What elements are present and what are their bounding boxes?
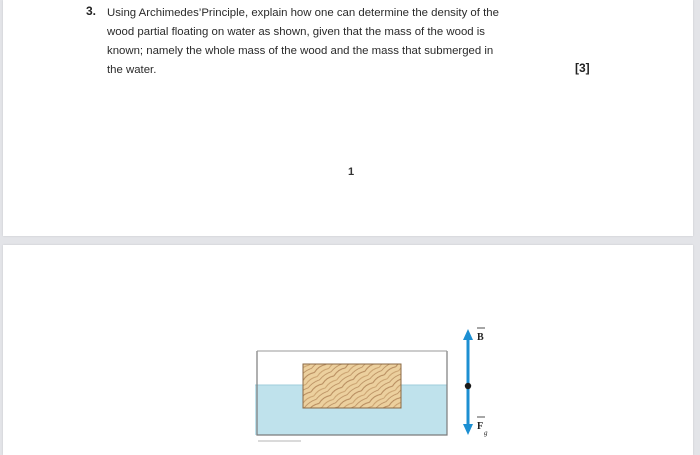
question-line: known; namely the whole mass of the wood and the mass that submerged in — [107, 45, 494, 57]
question-line: wood partial floating on water as shown, given that the mass of the wood is — [107, 26, 486, 38]
floating-wood-figure — [3, 245, 693, 455]
question-page — [3, 0, 693, 236]
marks-label: [3] — [575, 61, 590, 75]
gravity-force-subscript: g — [484, 429, 488, 437]
gravity-force-arrowhead — [463, 424, 473, 435]
question-number: 3. — [86, 4, 97, 18]
wood-block — [303, 364, 401, 408]
buoyant-force-arrowhead — [463, 329, 473, 340]
question-text — [107, 4, 557, 80]
question-line: Using Archimedes’Principle, explain how one can determine the density of the — [107, 7, 499, 19]
question-line: the water. — [107, 64, 157, 76]
figure-page — [3, 245, 693, 455]
page-number: 1 — [348, 166, 355, 178]
buoyant-force-label: B — [477, 332, 484, 343]
center-of-mass-dot — [465, 383, 471, 389]
gravity-force-label: F — [477, 421, 484, 432]
